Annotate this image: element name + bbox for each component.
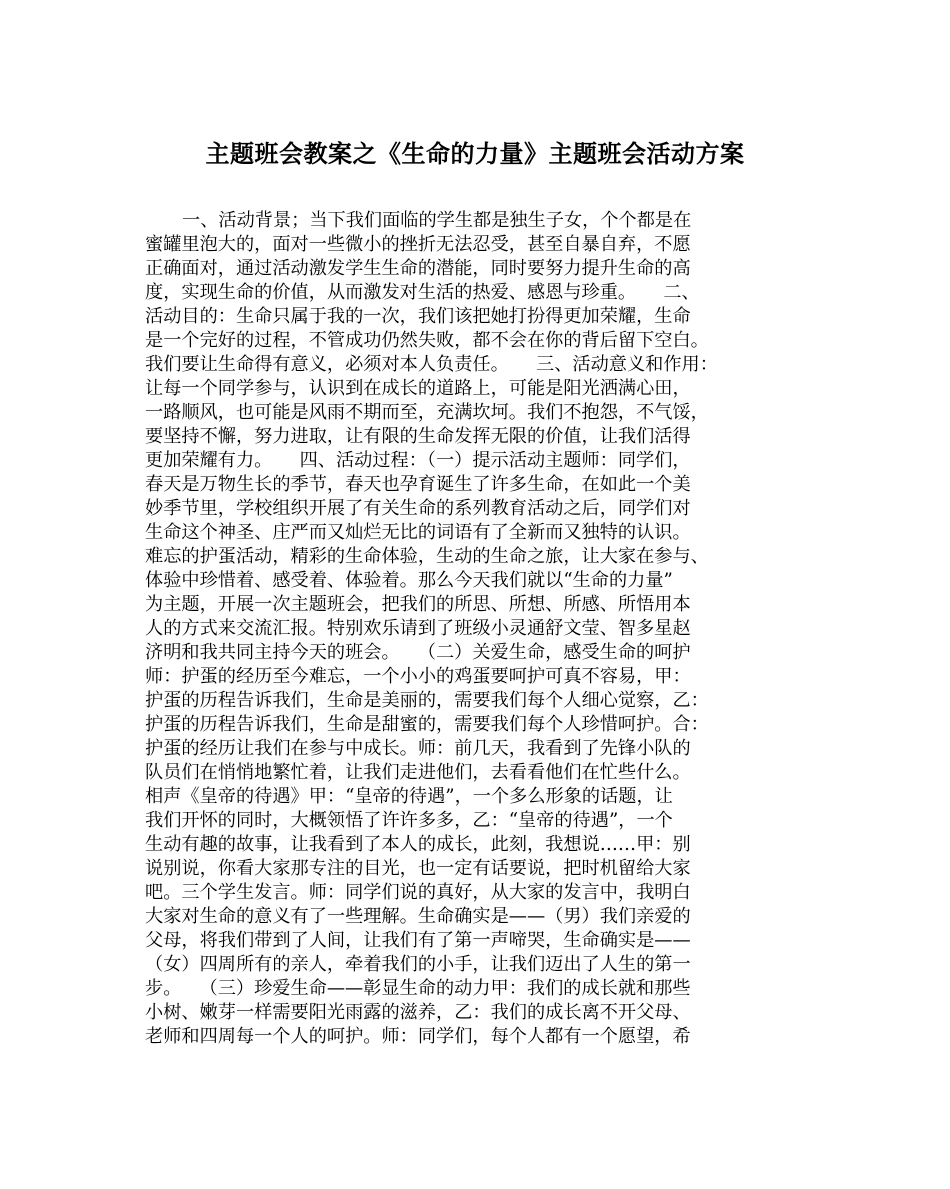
body-line: （女）四周所有的亲人，牵着我们的小手，让我们迈出了人生的第一 (145, 954, 691, 975)
body-line: 一、活动背景；当下我们面临的学生都是独生子女，个个都是在 (182, 210, 692, 231)
body-line: 活动目的：生命只属于我的一次，我们该把她打扮得更加荣耀，生命 (145, 306, 691, 327)
body-line: 说别说，你看大家那专注的目光，也一定有话要说，把时机留给大家 (145, 858, 691, 879)
body-line: 步。 （三）珍爱生命——彰显生命的动力甲：我们的成长就和那些 (145, 978, 691, 999)
body-line: 济明和我共同主持今天的班会。 （二）关爱生命，感受生命的呵护 (145, 642, 691, 663)
document-body (145, 209, 811, 1049)
body-line: 蜜罐里泡大的，面对一些微小的挫折无法忍受，甚至自暴自弃，不愿 (145, 234, 691, 255)
body-line: 是一个完好的过程，不管成功仍然失败，都不会在你的背后留下空白。 (145, 330, 709, 351)
body-line: 我们开怀的同时，大概领悟了许许多多，乙：“皇帝的待遇”，一个 (145, 810, 673, 831)
body-line: 父母，将我们带到了人间，让我们有了第一声啼哭，生命确实是—— (145, 930, 691, 951)
body-line: 人的方式来交流汇报。特别欢乐请到了班级小灵通舒文莹、智多星赵 (145, 618, 691, 639)
document-title: 主题班会教案之《生命的力量》主题班会活动方案 (205, 140, 745, 168)
body-line: 生命这个神圣、庄严而又灿烂无比的词语有了全新而又独特的认识。 (145, 522, 691, 543)
body-line: 一路顺风，也可能是风雨不期而至，充满坎坷。我们不抱怨，不气馁， (145, 402, 709, 423)
body-line: 妙季节里，学校组织开展了有关生命的系列教育活动之后，同学们对 (145, 498, 691, 519)
body-line: 我们要让生命得有意义，必须对本人负责任。 三、活动意义和作用： (145, 354, 718, 375)
body-line: 生动有趣的故事，让我看到了本人的成长，此刻，我想说……甲：别 (145, 834, 691, 855)
body-line: 师：护蛋的经历至今难忘，一个小小的鸡蛋要呵护可真不容易，甲： (145, 666, 691, 687)
body-line: 大家对生命的意义有了一些理解。生命确实是——（男）我们亲爱的 (145, 906, 691, 927)
body-line: 要坚持不懈，努力进取，让有限的生命发挥无限的价值，让我们活得 (145, 426, 691, 447)
body-line: 队员们在悄悄地繁忙着，让我们走进他们，去看看他们在忙些什么。 (145, 762, 691, 783)
body-line: 护蛋的历程告诉我们，生命是甜蜜的，需要我们每个人珍惜呵护。合： (145, 714, 709, 735)
body-line: 吧。三个学生发言。师：同学们说的真好，从大家的发言中，我明白 (145, 882, 691, 903)
body-line: 小树、嫩芽一样需要阳光雨露的滋养，乙：我们的成长离不开父母、 (145, 1002, 691, 1023)
body-line: 体验中珍惜着、感受着、体验着。那么今天我们就以“生命的力量” (145, 570, 673, 591)
body-line: 护蛋的经历让我们在参与中成长。师：前几天，我看到了先锋小队的 (145, 738, 691, 759)
body-line: 度，实现生命的价值，从而激发对生活的热爱、感恩与珍重。 二、 (145, 282, 700, 303)
body-line: 让每一个同学参与，认识到在成长的道路上，可能是阳光洒满心田， (145, 378, 691, 399)
body-line: 护蛋的历程告诉我们，生命是美丽的，需要我们每个人细心觉察，乙： (145, 690, 709, 711)
body-line: 正确面对，通过活动激发学生生命的潜能，同时要努力提升生命的高 (145, 258, 691, 279)
body-line: 老师和四周每一个人的呵护。师：同学们，每个人都有一个愿望，希 (145, 1026, 691, 1047)
body-line: 春天是万物生长的季节，春天也孕育诞生了许多生命，在如此一个美 (145, 474, 691, 495)
body-line: 难忘的护蛋活动，精彩的生命体验，生动的生命之旅，让大家在参与、 (145, 546, 709, 567)
body-line: 相声《皇帝的待遇》甲：“皇帝的待遇”，一个多么形象的话题，让 (145, 786, 673, 807)
body-line: 更加荣耀有力。 四、活动过程：（一）提示活动主题师：同学们， (145, 450, 691, 471)
body-line: 为主题，开展一次主题班会，把我们的所思、所想、所感、所悟用本 (145, 594, 691, 615)
